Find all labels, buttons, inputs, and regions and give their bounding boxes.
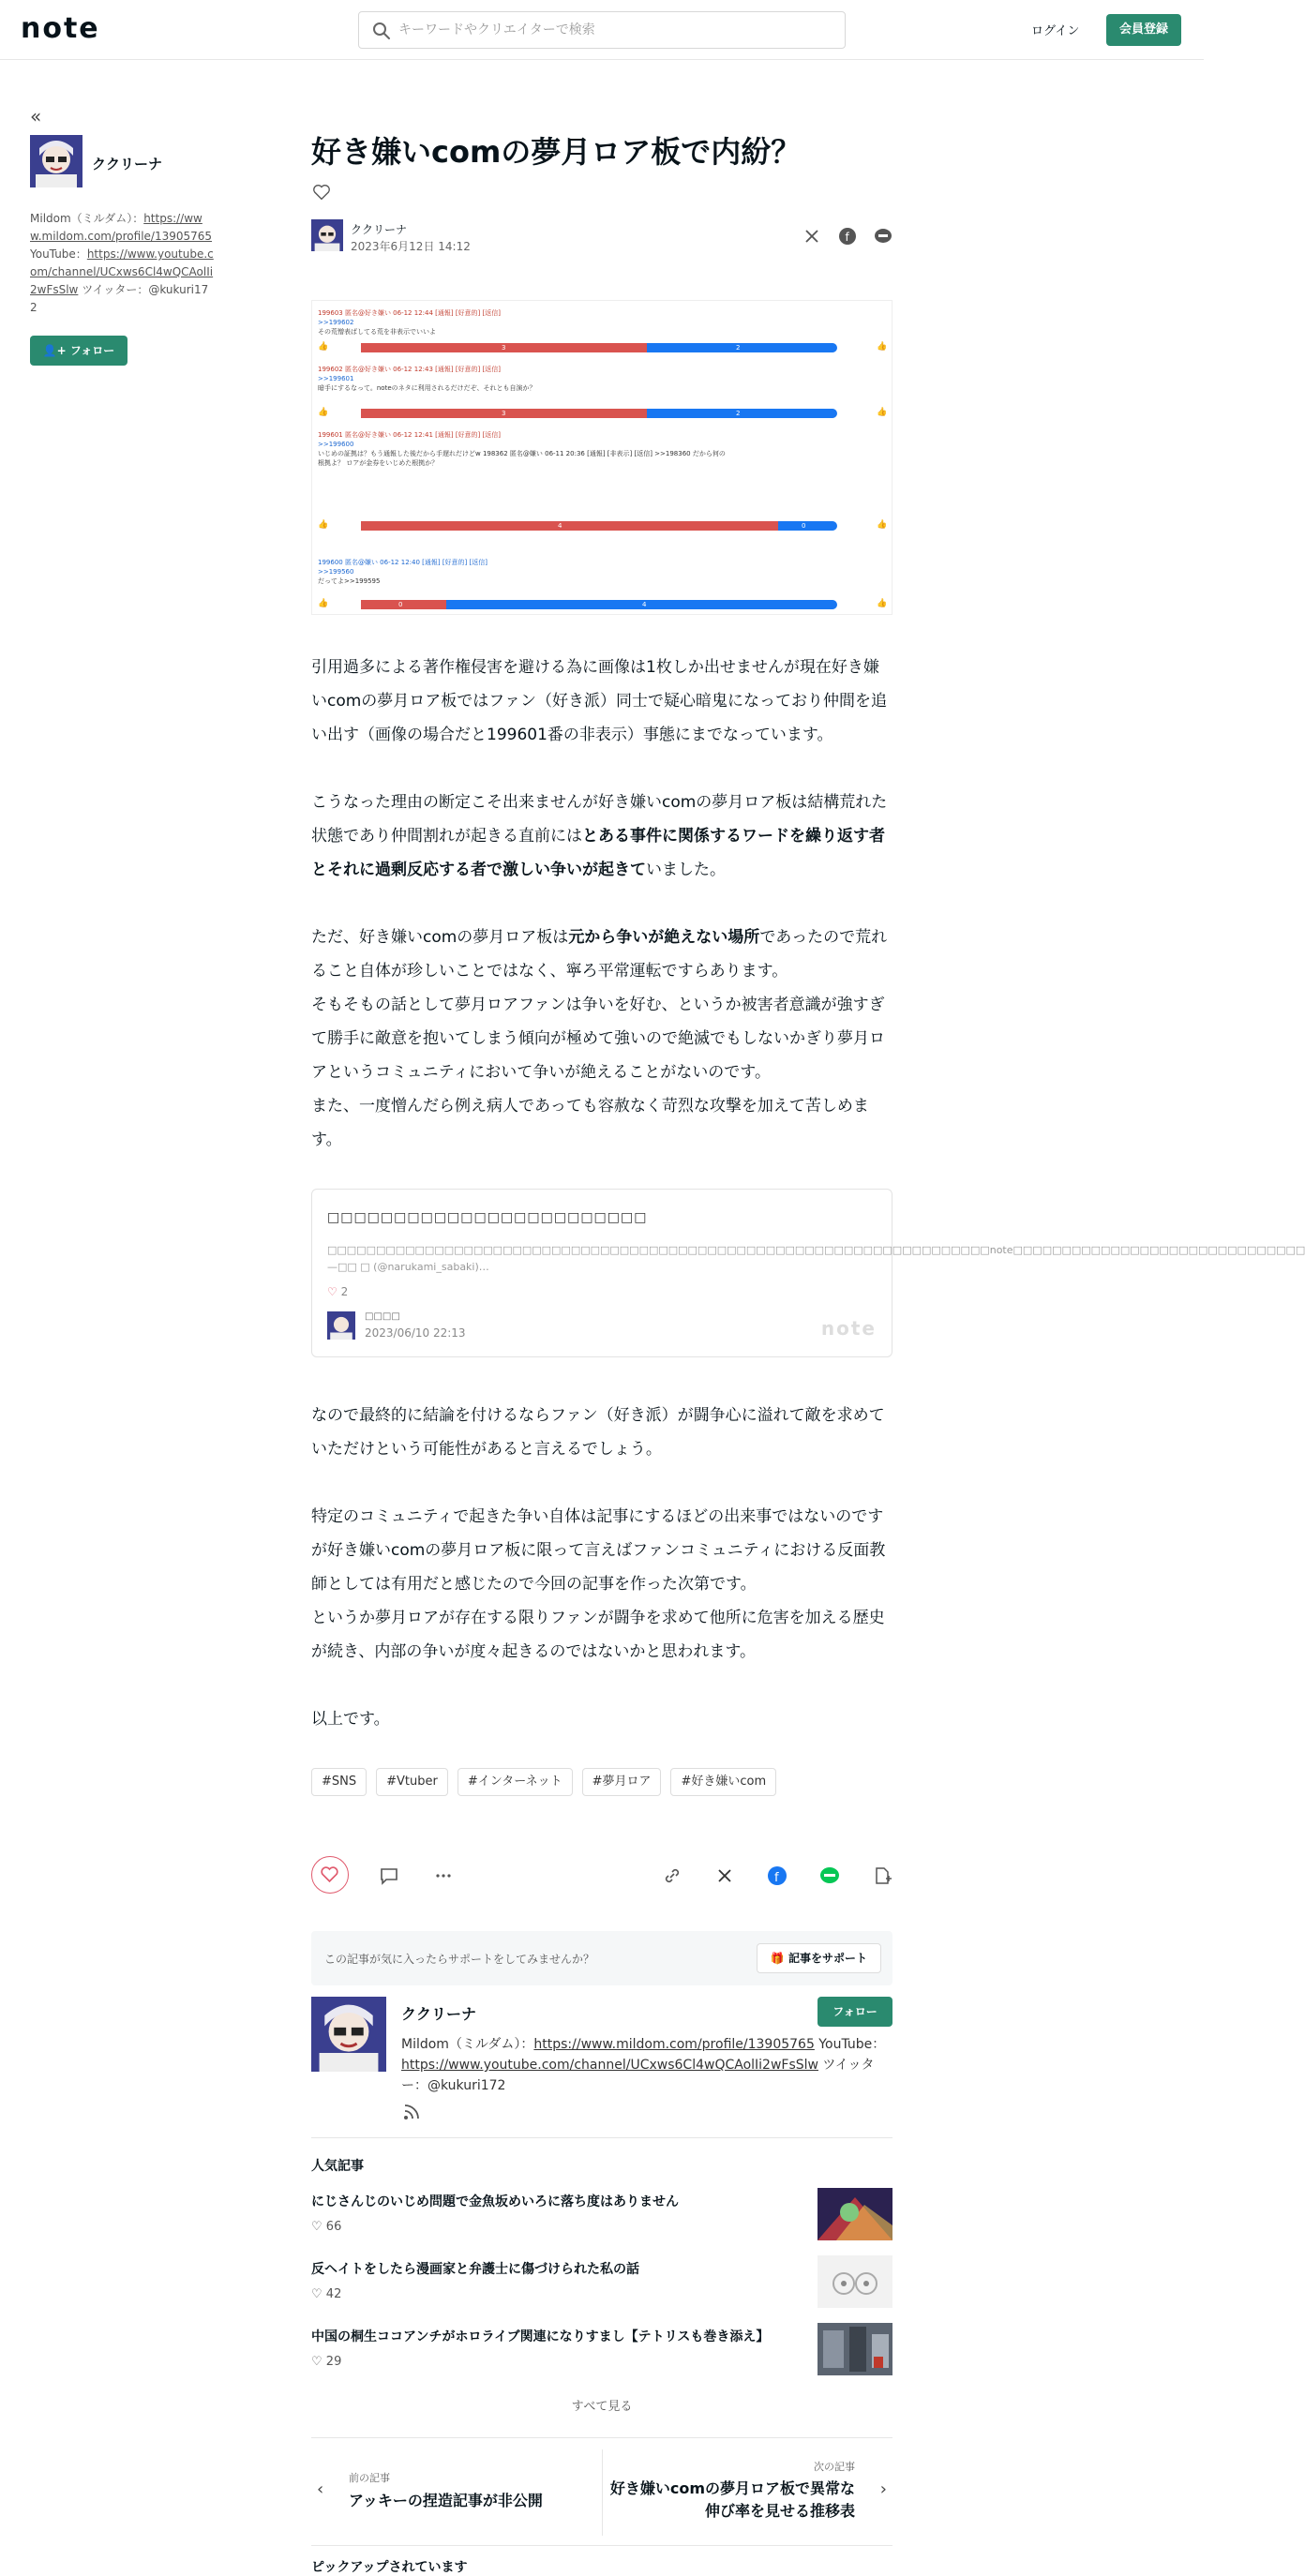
- tag-list: [311, 1768, 892, 1796]
- popular-title: にじさんじのいじめ問題で金魚坂めいろに落ち度はありません: [311, 2194, 679, 2209]
- paragraph: [311, 1500, 892, 1601]
- chevron-left-icon[interactable]: ‹: [317, 2479, 324, 2499]
- comment-icon[interactable]: [379, 1865, 399, 1886]
- author-card-follow-button[interactable]: フォロー: [818, 1997, 892, 2027]
- support-text: この記事が気に入ったらサポートをしてみませんか？: [324, 1953, 595, 1966]
- author-card-name[interactable]: ククリーナ: [401, 2005, 477, 2023]
- youtube-link[interactable]: https://www.youtube.com/channel/UCxws6Cl4wQCAolIi2wFsSlw: [30, 247, 214, 296]
- signup-button[interactable]: 会員登録: [1106, 14, 1181, 46]
- support-box: [311, 1931, 892, 1985]
- next-article-link[interactable]: 好き嫌いcomの夢月ロア板で異常な伸び率を見せる推移表: [609, 2479, 855, 2520]
- header: [0, 0, 1204, 60]
- heart-icon: ♡: [311, 2220, 326, 2234]
- list-item[interactable]: [311, 2323, 892, 2375]
- line-icon[interactable]: [874, 227, 892, 246]
- svg-text:f: f: [774, 1871, 779, 1885]
- bold-text: 元から争いが絶えない場所: [568, 928, 760, 947]
- paragraph: [311, 1089, 892, 1157]
- heart-icon: [312, 1857, 347, 1892]
- search-input[interactable]: [398, 12, 830, 48]
- sidebar-author-name[interactable]: ククリーナ: [92, 156, 163, 172]
- thumbs-down-icon: 👍: [877, 599, 888, 608]
- share-icons: [802, 227, 892, 246]
- prev-article-link[interactable]: アッキーの捏造記事が非公開: [349, 2492, 543, 2509]
- popular-heading: 人気記事: [311, 2159, 364, 2174]
- paragraph-text: ただ、好き嫌いcomの夢月ロア板は: [311, 928, 569, 947]
- paragraph-text: というか夢月ロアが存在する限りファンが闘争を求めて他所に危害を加える歴史が続き、内部の争いが度々起きるのではないかと思われます。: [311, 1609, 885, 1661]
- popular-likes: [311, 2355, 341, 2369]
- thumbnail: [818, 2323, 892, 2375]
- see-all-link[interactable]: すべて見る: [571, 2400, 633, 2414]
- publish-date: 2023年6月12日 14:12: [351, 240, 471, 253]
- gift-icon: 🎁: [770, 1952, 788, 1965]
- prev-next-nav: [311, 2437, 892, 2546]
- post-reply-link: >>199601: [318, 375, 354, 382]
- avatar[interactable]: [30, 135, 82, 187]
- popular-title: 反ヘイトをしたら漫画家と弁護士に傷づけられた私の話: [311, 2262, 639, 2277]
- paragraph: [311, 988, 892, 1089]
- search-box[interactable]: [358, 11, 846, 49]
- paragraph-text: なので最終的に結論を付けるならファン（好き派）が闘争心に溢れて敵を求めていただけという可能性があると言えるでしょう。: [311, 1406, 885, 1459]
- list-item[interactable]: [311, 2188, 892, 2240]
- embed-description: □□□□□□□□□□□□□□□□□□□□□□□□□□□□□□□□□□□□□□□□□□□□□□□□□□□□□□□□□□□□□□□□□□□□note□□□□□□□□□□□□□□□□□□□□□□□□□□□□□□—□□ □ (@narukami_sabaki)…: [327, 1244, 1305, 1273]
- list-item[interactable]: [311, 2255, 892, 2308]
- like-count: 42: [325, 2287, 342, 2301]
- like-count: 29: [325, 2355, 342, 2369]
- paragraph-text: 引用過多による著作権侵害を避ける為に画像は1枚しか出せませんが現在好き嫌いcomの夢月ロア板ではファン（好き派）同士で疑心暗鬼になっており仲間を追い出す（画像の場合だと199601番の非表示）事態にまでなっています。: [311, 658, 887, 744]
- author-name[interactable]: ククリーナ: [351, 223, 408, 236]
- vote-bar: [361, 521, 837, 531]
- paragraph-text: であったので荒れること自体が珍しいことではなく、寧ろ平常運転ですらあります。: [311, 928, 888, 981]
- line-icon[interactable]: [819, 1865, 840, 1886]
- embed-date: 2023/06/10 22:13: [365, 1326, 466, 1340]
- avatar[interactable]: [311, 219, 343, 251]
- add-to-magazine-icon[interactable]: [872, 1865, 892, 1886]
- embed-like-count: 2: [340, 1285, 349, 1298]
- support-button-label: 記事をサポート: [788, 1952, 867, 1965]
- next-label: 次の記事: [814, 2461, 855, 2473]
- thumbnail: [818, 2188, 892, 2240]
- paragraph-text: いました。: [646, 861, 726, 879]
- back-icon[interactable]: «: [30, 105, 42, 127]
- paragraph-text: こうなった理由の断定こそ出来ませんが好き嫌いcomの夢月ロア板は結構荒れた状態であり仲間割れが起きる直前には: [311, 793, 888, 846]
- vote-bar: [361, 600, 837, 609]
- paragraph: [311, 921, 892, 988]
- list-item: [318, 558, 888, 586]
- like-button[interactable]: [311, 1856, 349, 1894]
- like-count: 66: [325, 2220, 342, 2234]
- bio-text: ツイッター：@kukuri172: [30, 283, 209, 314]
- paragraph-text: 特定のコミュニティで起きた争い自体は記事にするほどの出来事ではないのですが好き嫌いcomの夢月ロア板に限って言えばファンコミュニティにおける反面教師としては有用だと感じたので今回の記事を作った次第です。: [311, 1507, 886, 1594]
- vote-up-count: 3: [502, 410, 506, 417]
- facebook-icon[interactable]: [767, 1865, 788, 1886]
- vote-up-count: 3: [502, 344, 506, 352]
- note-logo: note: [820, 1317, 877, 1340]
- vote-down-count: 0: [802, 522, 806, 530]
- heart-icon: ♡: [311, 2287, 326, 2301]
- bio-text: YouTube：: [30, 247, 87, 261]
- action-bar: [311, 1856, 892, 1897]
- sidebar-bio: [30, 210, 214, 317]
- post-reply-link: >>199600: [318, 441, 354, 448]
- chevron-right-icon[interactable]: ›: [879, 2479, 887, 2499]
- sidebar-follow-button[interactable]: [30, 336, 128, 366]
- link-icon[interactable]: [662, 1865, 682, 1886]
- x-icon[interactable]: [802, 227, 821, 246]
- vote-down-count: 2: [736, 410, 741, 417]
- embed-author: □□□□: [365, 1311, 400, 1322]
- heart-icon: ♡: [327, 1285, 341, 1298]
- thumbs-up-icon: 👍: [318, 599, 329, 608]
- thumbs-up-icon: 👍: [318, 520, 329, 530]
- support-button[interactable]: [757, 1943, 881, 1973]
- note-logo[interactable]: note: [21, 12, 100, 45]
- tag[interactable]: #夢月ロア: [582, 1768, 662, 1796]
- bio-text: ツイッター：@kukuri172: [401, 2058, 875, 2093]
- tag[interactable]: #好き嫌いcom: [670, 1768, 776, 1796]
- thumbs-up-icon: 👍: [318, 342, 329, 352]
- follow-label: フォロー: [69, 344, 115, 357]
- paragraph: [311, 786, 892, 887]
- post-body: その荒憎表ばしてる荒を非表示でいいよ: [318, 328, 436, 336]
- list-item: [318, 365, 888, 393]
- list-item: [318, 308, 888, 337]
- add-user-icon: 👤+: [42, 344, 70, 357]
- vote-down-count: 4: [642, 601, 647, 608]
- article-image: [311, 300, 892, 615]
- thumbs-up-icon: 👍: [318, 408, 329, 417]
- post-body: 暗手にするなって。noteのネタに利用されるだけだぞ、それとも自演か？: [318, 384, 536, 392]
- avatar: [327, 1311, 355, 1340]
- heart-icon: ♡: [311, 2355, 326, 2369]
- rss-icon[interactable]: [403, 2104, 420, 2120]
- paragraph: [311, 1399, 892, 1466]
- post-header: 199602 匿名@好き嫌い 06-12 12:43 [通報] [好意的] [返信]: [318, 366, 501, 373]
- tag[interactable]: #インターネット: [458, 1768, 573, 1796]
- divider: [311, 2137, 892, 2138]
- search-icon: [372, 22, 391, 40]
- post-reply-link: >>199560: [318, 568, 354, 576]
- mildom-link[interactable]: https://www.mildom.com/profile/13905765: [30, 212, 213, 243]
- avatar[interactable]: [311, 1997, 386, 2072]
- paragraph: [311, 1702, 892, 1736]
- vote-up-count: 0: [398, 601, 403, 608]
- paragraph-text: そもそもの話として夢月ロアファンは争いを好む、というか被害者意識が強すぎて勝手に敵意を抱いてしまう傾向が極めて強いので絶滅でもしないかぎり夢月ロアというコミュニティにおいて争いが絶えることがないのです。: [311, 996, 885, 1082]
- post-body: いじめの証拠は？もう通報した後だから手遅れだけどw 198362 匿名@嫌い 06-11 20:36 [通報] [非表示] [返信] >>198360 だから何の根拠よ？ ロアが金券をいじめた根拠か？: [318, 450, 726, 467]
- login-link[interactable]: ログイン: [1031, 24, 1080, 38]
- post-header: 199603 匿名@好き嫌い 06-12 12:44 [通報] [好意的] [返信]: [318, 309, 501, 317]
- paragraph: [311, 651, 892, 752]
- article-title: 好き嫌いcomの夢月ロア板で内紛？: [311, 134, 802, 170]
- thumbs-down-icon: 👍: [877, 520, 888, 530]
- prev-label: 前の記事: [349, 2472, 390, 2484]
- bio-text: YouTube：: [814, 2037, 886, 2052]
- list-item: [318, 430, 888, 468]
- post-header: 199600 匿名@嫌い 06-12 12:40 [通報] [好意的] [返信]: [318, 559, 488, 566]
- paragraph-text: また、一度憎んだら例え病人であっても容赦なく苛烈な攻撃を加えて苦しめます。: [311, 1097, 869, 1149]
- post-reply-link: >>199602: [318, 319, 354, 326]
- author-card-bio: [401, 2034, 892, 2096]
- popular-likes: [311, 2220, 341, 2234]
- embed-card[interactable]: [311, 1189, 1305, 1357]
- thumbnail: [818, 2255, 892, 2308]
- svg-text:f: f: [845, 231, 849, 244]
- thumbs-down-icon: 👍: [877, 342, 888, 352]
- paragraph: [311, 1601, 892, 1669]
- heart-icon[interactable]: [311, 182, 332, 202]
- embed-likes: [327, 1285, 348, 1298]
- popular-title: 中国の桐生ココアンチがホロライブ関連になりすまし【テトリスも巻き添え】: [311, 2329, 770, 2344]
- vote-bar: [361, 343, 837, 352]
- vote-down-count: 2: [736, 344, 741, 352]
- embed-title: □□□□□□□□□□□□□□□□□□□□□□□□: [327, 1210, 648, 1225]
- pickup-heading: ピックアップされています: [311, 2560, 468, 2575]
- x-icon[interactable]: [714, 1865, 735, 1886]
- bold-text: とある事件に関係するワードを繰り返す者とそれに過剰反応する者で激しい争いが起きて: [311, 827, 885, 879]
- paragraph-text: 以上です。: [311, 1710, 390, 1729]
- tag[interactable]: #Vtuber: [376, 1768, 448, 1796]
- popular-likes: [311, 2287, 341, 2301]
- post-header: 199601 匿名@好き嫌い 06-12 12:41 [通報] [好意的] [返信]: [318, 431, 501, 439]
- vote-bar: [361, 409, 837, 418]
- bio-text: Mildom（ミルダム）：: [401, 2037, 534, 2052]
- facebook-icon[interactable]: [838, 227, 857, 246]
- post-body: だってよ>>199595: [318, 577, 381, 585]
- author-row: [311, 219, 892, 257]
- more-icon[interactable]: [433, 1865, 454, 1886]
- thumbs-down-icon: 👍: [877, 408, 888, 417]
- vote-up-count: 4: [558, 522, 562, 530]
- mildom-link[interactable]: https://www.mildom.com/profile/13905765: [533, 2037, 815, 2052]
- youtube-link[interactable]: https://www.youtube.com/channel/UCxws6Cl4wQCAolIi2wFsSlw: [401, 2058, 818, 2073]
- tag[interactable]: #SNS: [311, 1768, 367, 1796]
- bio-text: Mildom（ミルダム）：: [30, 212, 144, 225]
